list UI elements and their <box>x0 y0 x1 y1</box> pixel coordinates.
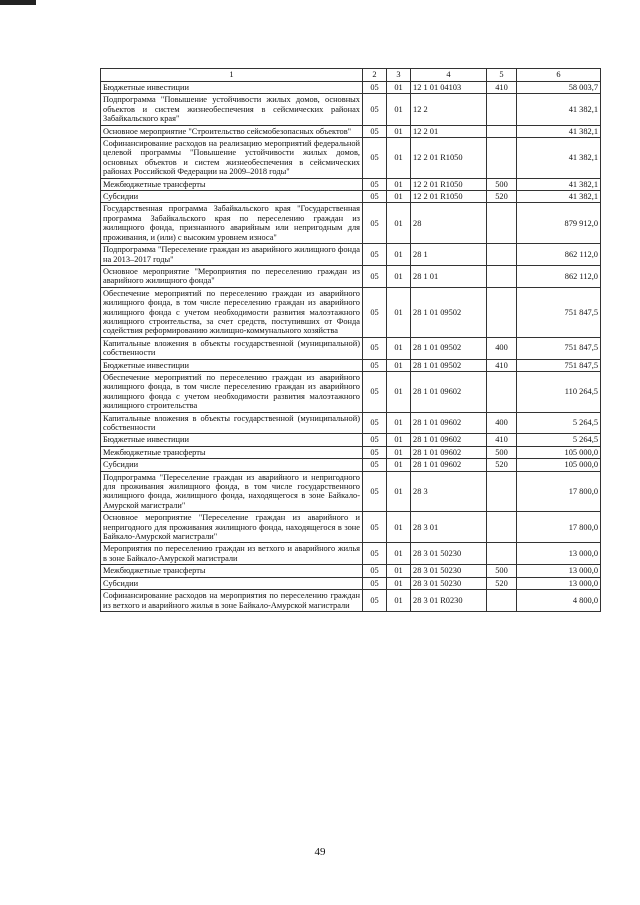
cell-name: Подпрограмма "Переселение граждан из аварийного и непригодного для проживания жилищного фонда, в том числе государственного жилищного фонда, жилищного фонда, находящегося в зоне Байкало-Амурской магистрали" <box>101 471 363 512</box>
cell-amount: 13 000,0 <box>517 565 601 577</box>
cell-section: 05 <box>363 287 387 337</box>
cell-name: Софинансирование расходов на реализацию мероприятий федеральной целевой программы "Повышение устойчивости жилых домов, основных объектов и систем жизнеобеспечения в сейсмических районах Российской Федерации на 2009–2018 годы" <box>101 138 363 179</box>
cell-section: 05 <box>363 512 387 543</box>
table-row <box>101 82 601 94</box>
table-row <box>101 94 601 125</box>
cell-section: 05 <box>363 94 387 125</box>
cell-target-code: 28 3 01 50230 <box>411 543 487 565</box>
cell-expense-type: 520 <box>487 577 517 589</box>
cell-amount: 110 264,5 <box>517 371 601 412</box>
cell-expense-type <box>487 371 517 412</box>
cell-target-code: 28 3 <box>411 471 487 512</box>
cell-expense-type: 400 <box>487 412 517 434</box>
cell-target-code: 28 1 01 09602 <box>411 446 487 458</box>
cell-subsection: 01 <box>387 371 411 412</box>
cell-target-code: 28 1 01 <box>411 265 487 287</box>
cell-target-code: 28 3 01 <box>411 512 487 543</box>
cell-target-code: 28 1 01 09502 <box>411 359 487 371</box>
cell-amount: 41 382,1 <box>517 138 601 179</box>
cell-subsection: 01 <box>387 543 411 565</box>
table-row <box>101 138 601 179</box>
table-row <box>101 590 601 612</box>
cell-subsection: 01 <box>387 244 411 266</box>
table-row <box>101 565 601 577</box>
table-row <box>101 287 601 337</box>
cell-section: 05 <box>363 337 387 359</box>
cell-target-code: 28 <box>411 203 487 244</box>
table-row <box>101 446 601 458</box>
cell-name: Основное мероприятие "Мероприятия по переселению граждан из аварийного жилищного фонда" <box>101 265 363 287</box>
cell-name: Бюджетные инвестиции <box>101 359 363 371</box>
cell-amount: 41 382,1 <box>517 191 601 203</box>
table-row <box>101 244 601 266</box>
cell-subsection: 01 <box>387 287 411 337</box>
table-row <box>101 203 601 244</box>
cell-name: Мероприятия по переселению граждан из ветхого и аварийного жилья в зоне Байкало-Амурской магистрали <box>101 543 363 565</box>
cell-expense-type: 410 <box>487 359 517 371</box>
cell-target-code: 28 1 <box>411 244 487 266</box>
cell-expense-type: 500 <box>487 565 517 577</box>
cell-subsection: 01 <box>387 138 411 179</box>
table-row <box>101 359 601 371</box>
table-row <box>101 125 601 137</box>
cell-subsection: 01 <box>387 265 411 287</box>
cell-amount: 751 847,5 <box>517 359 601 371</box>
table-row <box>101 434 601 446</box>
scan-corner-mark <box>0 0 36 5</box>
cell-section: 05 <box>363 590 387 612</box>
cell-amount: 17 800,0 <box>517 512 601 543</box>
cell-section: 05 <box>363 125 387 137</box>
cell-name: Обеспечение мероприятий по переселению граждан из аварийного жилищного фонда, в том числе переселению граждан из аварийного жилищного фонда с учетом необходимости развития малоэтажного жилищного строительства <box>101 371 363 412</box>
table-row <box>101 371 601 412</box>
cell-amount: 13 000,0 <box>517 577 601 589</box>
cell-amount: 41 382,1 <box>517 125 601 137</box>
cell-subsection: 01 <box>387 191 411 203</box>
cell-amount: 58 003,7 <box>517 82 601 94</box>
cell-subsection: 01 <box>387 337 411 359</box>
cell-section: 05 <box>363 359 387 371</box>
cell-subsection: 01 <box>387 565 411 577</box>
cell-subsection: 01 <box>387 203 411 244</box>
table-row <box>101 471 601 512</box>
cell-expense-type <box>487 543 517 565</box>
cell-name: Субсидии <box>101 191 363 203</box>
cell-section: 05 <box>363 244 387 266</box>
header-col-4: 4 <box>411 69 487 82</box>
cell-section: 05 <box>363 178 387 190</box>
cell-amount: 5 264,5 <box>517 434 601 446</box>
table-row <box>101 265 601 287</box>
cell-expense-type <box>487 94 517 125</box>
cell-amount: 751 847,5 <box>517 287 601 337</box>
cell-target-code: 12 1 01 04103 <box>411 82 487 94</box>
cell-section: 05 <box>363 191 387 203</box>
cell-amount: 105 000,0 <box>517 459 601 471</box>
header-col-1: 1 <box>101 69 363 82</box>
table-row <box>101 512 601 543</box>
cell-expense-type <box>487 590 517 612</box>
cell-expense-type <box>487 265 517 287</box>
cell-subsection: 01 <box>387 359 411 371</box>
cell-name: Обеспечение мероприятий по переселению граждан из аварийного жилищного фонда, в том числе переселению граждан из аварийного жилищного фонда с учетом необходимости развития малоэтажного жилищного строительства, за счет средств, поступивших от Фонда содействия реформированию жилищно-коммунального хозяйства <box>101 287 363 337</box>
cell-expense-type <box>487 138 517 179</box>
cell-section: 05 <box>363 543 387 565</box>
cell-name: Субсидии <box>101 577 363 589</box>
cell-expense-type: 400 <box>487 337 517 359</box>
cell-section: 05 <box>363 446 387 458</box>
cell-section: 05 <box>363 265 387 287</box>
cell-name: Основное мероприятие "Строительство сейсмобезопасных объектов" <box>101 125 363 137</box>
cell-subsection: 01 <box>387 125 411 137</box>
table-row <box>101 577 601 589</box>
cell-target-code: 12 2 01 <box>411 125 487 137</box>
header-col-2: 2 <box>363 69 387 82</box>
cell-subsection: 01 <box>387 590 411 612</box>
cell-expense-type: 520 <box>487 459 517 471</box>
cell-name: Субсидии <box>101 459 363 471</box>
cell-name: Межбюджетные трансферты <box>101 565 363 577</box>
table-row <box>101 459 601 471</box>
table-header-row <box>101 69 601 82</box>
cell-section: 05 <box>363 434 387 446</box>
cell-target-code: 28 1 01 09502 <box>411 287 487 337</box>
cell-amount: 751 847,5 <box>517 337 601 359</box>
cell-section: 05 <box>363 138 387 179</box>
cell-subsection: 01 <box>387 459 411 471</box>
table-row <box>101 337 601 359</box>
cell-section: 05 <box>363 412 387 434</box>
cell-section: 05 <box>363 371 387 412</box>
cell-target-code: 12 2 01 R1050 <box>411 138 487 179</box>
cell-name: Подпрограмма "Повышение устойчивости жилых домов, основных объектов и систем жизнеобеспечения в сейсмических районах Забайкальского края" <box>101 94 363 125</box>
cell-name: Капитальные вложения в объекты государственной (муниципальной) собственности <box>101 337 363 359</box>
cell-target-code: 28 3 01 50230 <box>411 565 487 577</box>
cell-amount: 879 912,0 <box>517 203 601 244</box>
cell-amount: 862 112,0 <box>517 244 601 266</box>
cell-target-code: 28 1 01 09602 <box>411 434 487 446</box>
cell-target-code: 28 3 01 R0230 <box>411 590 487 612</box>
cell-amount: 41 382,1 <box>517 178 601 190</box>
cell-expense-type <box>487 287 517 337</box>
cell-target-code: 28 1 01 09602 <box>411 371 487 412</box>
cell-expense-type <box>487 244 517 266</box>
cell-name: Основное мероприятие "Переселение граждан из аварийного и непригодного для проживания жилищного фонда, находящегося в зоне Байкало-Амурской магистрали" <box>101 512 363 543</box>
header-col-6: 6 <box>517 69 601 82</box>
table-row <box>101 543 601 565</box>
cell-expense-type <box>487 471 517 512</box>
cell-expense-type: 410 <box>487 82 517 94</box>
cell-name: Государственная программа Забайкальского края "Государственная программа Забайкальского края по переселению граждан из жилищного фонда, признанного аварийным или непригодным для проживания, и (или) с высоким уровнем износа" <box>101 203 363 244</box>
budget-table <box>100 68 601 612</box>
cell-name: Бюджетные инвестиции <box>101 82 363 94</box>
cell-subsection: 01 <box>387 577 411 589</box>
cell-name: Бюджетные инвестиции <box>101 434 363 446</box>
cell-section: 05 <box>363 82 387 94</box>
cell-name: Капитальные вложения в объекты государственной (муниципальной) собственности <box>101 412 363 434</box>
cell-amount: 41 382,1 <box>517 94 601 125</box>
table-row <box>101 191 601 203</box>
cell-name: Софинансирование расходов на мероприятия по переселению граждан из ветхого и аварийного жилья в зоне Байкало-Амурской магистрали <box>101 590 363 612</box>
cell-target-code: 28 1 01 09602 <box>411 459 487 471</box>
table-body <box>101 82 601 612</box>
cell-target-code: 12 2 01 R1050 <box>411 191 487 203</box>
cell-target-code: 12 2 <box>411 94 487 125</box>
cell-section: 05 <box>363 577 387 589</box>
cell-target-code: 28 1 01 09602 <box>411 412 487 434</box>
cell-subsection: 01 <box>387 512 411 543</box>
cell-expense-type <box>487 512 517 543</box>
cell-subsection: 01 <box>387 446 411 458</box>
cell-expense-type: 520 <box>487 191 517 203</box>
cell-name: Межбюджетные трансферты <box>101 446 363 458</box>
cell-amount: 5 264,5 <box>517 412 601 434</box>
cell-expense-type: 500 <box>487 178 517 190</box>
cell-name: Подпрограмма "Переселение граждан из аварийного жилищного фонда на 2013–2017 годы" <box>101 244 363 266</box>
cell-section: 05 <box>363 565 387 577</box>
cell-target-code: 12 2 01 R1050 <box>411 178 487 190</box>
cell-section: 05 <box>363 471 387 512</box>
cell-subsection: 01 <box>387 178 411 190</box>
cell-section: 05 <box>363 459 387 471</box>
header-col-3: 3 <box>387 69 411 82</box>
cell-amount: 105 000,0 <box>517 446 601 458</box>
cell-expense-type <box>487 125 517 137</box>
table-row <box>101 412 601 434</box>
cell-subsection: 01 <box>387 471 411 512</box>
cell-expense-type: 500 <box>487 446 517 458</box>
cell-amount: 13 000,0 <box>517 543 601 565</box>
cell-section: 05 <box>363 203 387 244</box>
header-col-5: 5 <box>487 69 517 82</box>
cell-subsection: 01 <box>387 94 411 125</box>
cell-target-code: 28 3 01 50230 <box>411 577 487 589</box>
table-row <box>101 178 601 190</box>
page-number: 49 <box>314 846 326 858</box>
cell-expense-type <box>487 203 517 244</box>
cell-amount: 862 112,0 <box>517 265 601 287</box>
cell-target-code: 28 1 01 09502 <box>411 337 487 359</box>
cell-name: Межбюджетные трансферты <box>101 178 363 190</box>
cell-amount: 4 800,0 <box>517 590 601 612</box>
cell-amount: 17 800,0 <box>517 471 601 512</box>
cell-expense-type: 410 <box>487 434 517 446</box>
cell-subsection: 01 <box>387 434 411 446</box>
cell-subsection: 01 <box>387 82 411 94</box>
cell-subsection: 01 <box>387 412 411 434</box>
